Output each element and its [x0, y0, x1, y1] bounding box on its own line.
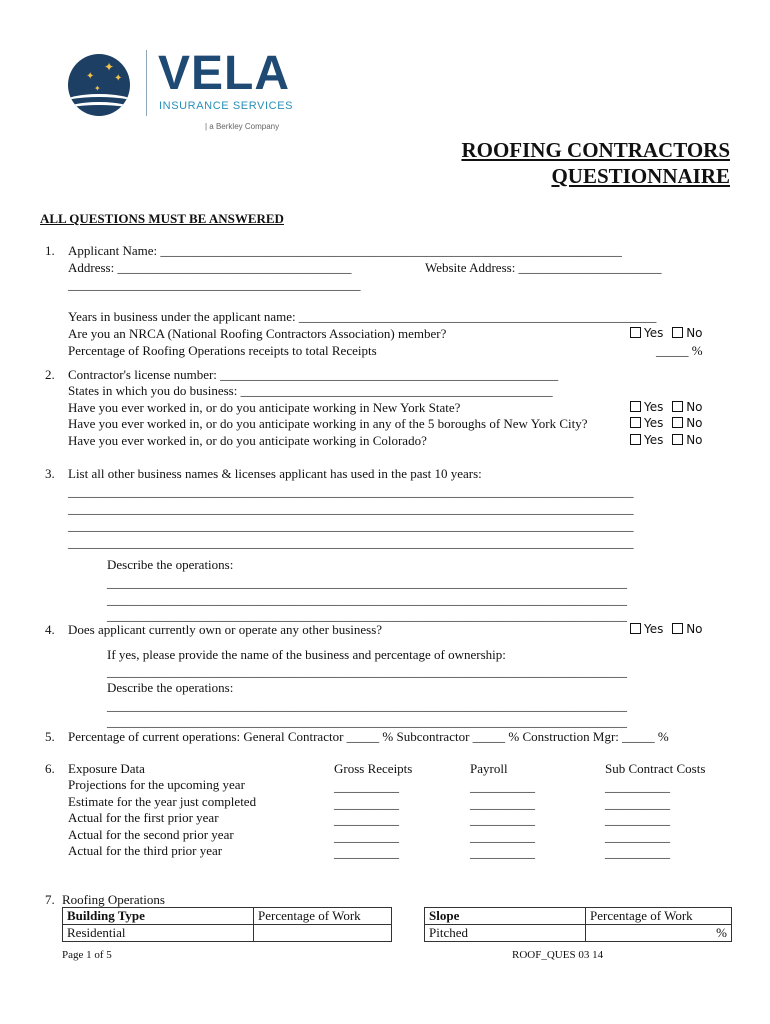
license-number-field[interactable]: Contractor's license number: ____________________________________________________: [68, 367, 559, 382]
star-icon: ✦: [104, 60, 115, 74]
wave-icon: [68, 102, 130, 116]
exposure-data-heading: Exposure Data: [68, 761, 145, 776]
q3-describe-line[interactable]: ________________________________________________________________________________: [107, 608, 627, 623]
page-number: Page 1 of 5: [62, 949, 112, 961]
yes-label: Yes: [644, 400, 664, 414]
slope-table: [424, 907, 732, 942]
other-names-line[interactable]: _______________________________________________________________________________________: [68, 501, 634, 516]
gross-receipts-field[interactable]: __________: [334, 829, 399, 844]
no-label: No: [686, 326, 703, 340]
other-business-yes-no: [630, 621, 703, 637]
nrca-yes-checkbox[interactable]: [630, 327, 641, 338]
boroughs-yes-no: [630, 415, 703, 431]
other-business-yes-checkbox[interactable]: [630, 623, 641, 634]
ny-yes-checkbox[interactable]: [630, 401, 641, 412]
q4-describe-line[interactable]: ________________________________________________________________________________: [107, 698, 627, 713]
gross-receipts-field[interactable]: __________: [334, 796, 399, 811]
sub-contract-costs-header: Sub Contract Costs: [605, 761, 706, 776]
slope-header: Slope: [425, 908, 586, 925]
sub-contract-field[interactable]: __________: [605, 796, 670, 811]
q3-describe-label: Describe the operations:: [107, 557, 234, 572]
operations-percentage-fields[interactable]: Percentage of current operations: General Contractor _____ % Subcontractor _____ % Construction Mgr: _____ %: [68, 729, 669, 744]
nrca-question: Are you an NRCA (National Roofing Contractors Association) member?: [68, 326, 447, 341]
star-icon: ✦: [94, 84, 101, 93]
no-label: No: [686, 416, 703, 430]
other-business-question: Does applicant currently own or operate any other business?: [68, 622, 383, 637]
percentage-receipts-field[interactable]: _____ %: [656, 343, 703, 358]
payroll-header: Payroll: [470, 761, 508, 776]
gross-receipts-header: Gross Receipts: [334, 761, 413, 776]
logo-tagline: | a Berkley Company: [205, 122, 280, 131]
address-line2-field[interactable]: _____________________________________________: [68, 277, 361, 292]
payroll-field[interactable]: __________: [470, 829, 535, 844]
payroll-field[interactable]: __________: [470, 812, 535, 827]
yes-label: Yes: [644, 622, 664, 636]
gross-receipts-field[interactable]: __________: [334, 845, 399, 860]
yes-label: Yes: [644, 326, 664, 340]
other-business-no-checkbox[interactable]: [672, 623, 683, 634]
page-title-line2: QUESTIONNAIRE: [551, 164, 730, 188]
payroll-field[interactable]: __________: [470, 779, 535, 794]
exposure-row-label: Estimate for the year just completed: [68, 794, 257, 809]
star-icon: ✦: [86, 71, 95, 82]
q1-number: 1.: [45, 243, 55, 258]
q3-describe-line[interactable]: ________________________________________________________________________________: [107, 592, 627, 607]
q7-number: 7.: [45, 892, 55, 907]
nrca-no-checkbox[interactable]: [672, 327, 683, 338]
q3-number: 3.: [45, 466, 55, 481]
sub-contract-field[interactable]: __________: [605, 829, 670, 844]
other-names-line[interactable]: _______________________________________________________________________________________: [68, 484, 634, 499]
yes-label: Yes: [644, 416, 664, 430]
colorado-yes-no: [630, 432, 703, 448]
gross-receipts-field[interactable]: __________: [334, 812, 399, 827]
q3-describe-line[interactable]: ________________________________________________________________________________: [107, 575, 627, 590]
exposure-row-label: Actual for the third prior year: [68, 843, 223, 858]
yes-label: Yes: [644, 433, 664, 447]
q4-describe-line[interactable]: ________________________________________________________________________________: [107, 714, 627, 729]
other-names-line[interactable]: _______________________________________________________________________________________: [68, 518, 634, 533]
percentage-receipts-question: Percentage of Roofing Operations receipts to total Receipts: [68, 343, 377, 358]
boroughs-question: Have you ever worked in, or do you anticipate working in any of the 5 boroughs of New York City?: [68, 416, 588, 431]
other-names-question: List all other business names & licenses applicant has used in the past 10 years:: [68, 466, 482, 481]
applicant-name-field[interactable]: Applicant Name: _______________________________________________________________________: [68, 243, 622, 258]
years-in-business-field[interactable]: Years in business under the applicant name: _______________________________________________________: [68, 309, 657, 324]
ny-no-checkbox[interactable]: [672, 401, 683, 412]
page-title-line1: ROOFING CONTRACTORS: [461, 138, 730, 162]
star-icon: ✦: [114, 73, 123, 84]
address-field[interactable]: Address: ____________________________________: [68, 260, 352, 275]
logo-emblem: [68, 54, 130, 116]
logo-subtitle: INSURANCE SERVICES: [159, 100, 294, 112]
logo-name: VELA: [158, 47, 291, 100]
building-type-table: [62, 907, 392, 942]
roofing-operations-heading: Roofing Operations: [62, 892, 165, 907]
payroll-field[interactable]: __________: [470, 845, 535, 860]
sub-contract-field[interactable]: __________: [605, 779, 670, 794]
exposure-row-label: Actual for the second prior year: [68, 827, 234, 842]
colorado-question: Have you ever worked in, or do you anticipate working in Colorado?: [68, 433, 427, 448]
q6-number: 6.: [45, 761, 55, 776]
exposure-row-label: Projections for the upcoming year: [68, 777, 245, 792]
states-field[interactable]: States in which you do business: ________________________________________________: [68, 383, 553, 398]
no-label: No: [686, 433, 703, 447]
no-label: No: [686, 622, 703, 636]
boroughs-no-checkbox[interactable]: [672, 417, 683, 428]
logo-divider: [146, 50, 147, 116]
no-label: No: [686, 400, 703, 414]
pitched-pct-field[interactable]: %: [586, 925, 732, 942]
sub-contract-field[interactable]: __________: [605, 812, 670, 827]
residential-pct-field[interactable]: [254, 925, 392, 942]
sub-contract-field[interactable]: __________: [605, 845, 670, 860]
building-type-header: Building Type: [63, 908, 254, 925]
q4-number: 4.: [45, 622, 55, 637]
slope-pct-header: Percentage of Work: [586, 908, 732, 925]
colorado-no-checkbox[interactable]: [672, 434, 683, 445]
payroll-field[interactable]: __________: [470, 796, 535, 811]
ny-question: Have you ever worked in, or do you anticipate working in New York State?: [68, 400, 461, 415]
form-code: ROOF_QUES 03 14: [512, 949, 604, 961]
q4-ownership-line[interactable]: ________________________________________________________________________________: [107, 664, 627, 679]
instructions: ALL QUESTIONS MUST BE ANSWERED: [40, 211, 284, 226]
exposure-row-label: Actual for the first prior year: [68, 810, 219, 825]
q2-number: 2.: [45, 367, 55, 382]
building-pct-header: Percentage of Work: [254, 908, 392, 925]
nrca-yes-no: [630, 325, 703, 341]
ny-yes-no: [630, 399, 703, 415]
q4-describe-label: Describe the operations:: [107, 680, 234, 695]
if-yes-instruction: If yes, please provide the name of the business and percentage of ownership:: [107, 647, 506, 662]
pitched-label: Pitched: [425, 925, 586, 942]
colorado-yes-checkbox[interactable]: [630, 434, 641, 445]
q5-number: 5.: [45, 729, 55, 744]
gross-receipts-field[interactable]: __________: [334, 779, 399, 794]
boroughs-yes-checkbox[interactable]: [630, 417, 641, 428]
other-names-line[interactable]: _______________________________________________________________________________________: [68, 535, 634, 550]
residential-label: Residential: [63, 925, 254, 942]
website-field[interactable]: Website Address: ______________________: [425, 260, 662, 275]
